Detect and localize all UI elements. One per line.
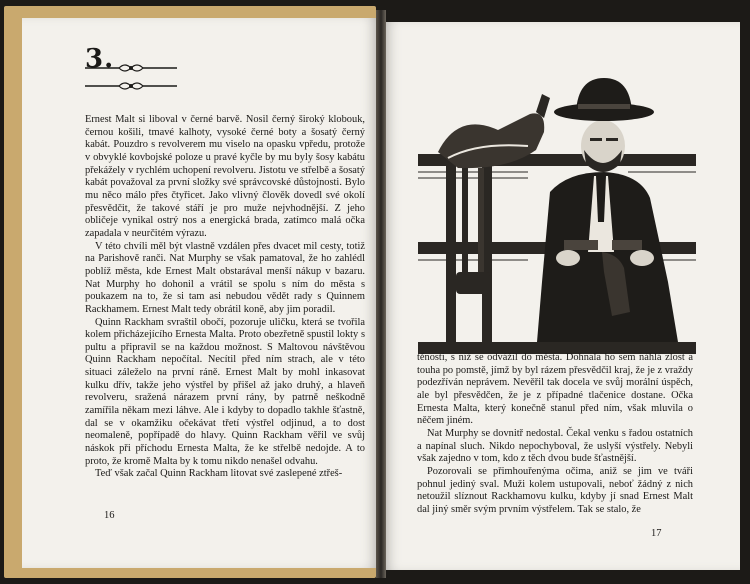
cowboy-with-saddle-illustration (418, 72, 696, 354)
paragraph: Teď však začal Quinn Rackham litovat své zaslepené ztřeš- (95, 468, 343, 480)
page-number-left: 16 (104, 510, 115, 521)
paragraph: Quinn Rackham svraštil obočí, pozoruje uličku, která se tvořila kolem přicházejícího Ernesta Malta. Proto obezřetně spustil lokty s pultu a připravil se na každou možnost. S Maltovou návštěvou Quinn Rackham nepočítal. Necítil před ním strach, ale v této situaci záleželo na první ráně. Ernest Malt by mohl inkasovat kulku dřív, takže jeho výstřel by přišel až jako druhý, a hlaveň revolveru, sražená nárazem první rány, by patrně neškodně zamířila někam mezi láhve. Ale i kdyby to dopadlo takhle šťastně, dal se v okamžiku očekávat třetí výstřel odjinud, a to dost neomaleně, popřípadě do hlavy. Quinn Rackham věřil ve svůj náskok při příchodu Ernesta Malta, že ke střelbě nedojde. A to proto, že kromě Malta by k tomu nikdo nenašel odvahu. (85, 316, 365, 467)
ornament-divider-icon (85, 80, 177, 92)
chapter-number: 3. (85, 44, 115, 74)
ornament-divider-icon (85, 62, 177, 74)
paragraph: těnosti, s níž se odvážil do města. Dohnala ho sem náhlá zlost a touha po pomstě, jímž by byl rázem přesvědčil kraj, že je z vraždy podezříván neprávem. Nevěřil tak docela ve svůj morální úspěch, ale byl přesvědčen, že je z případné tlačenice dostane. Očka Ernesta Malta, který konečně stanul před ním, však mluvila o něčem jiném. (417, 352, 693, 427)
book-gutter (376, 10, 386, 578)
paragraph: V této chvíli měl být vlastně vzdálen přes dvacet mil cesty, totiž na Parishově ranči. Nat Murphy se však pamatoval, že ho zahlédl poblíž města, kde Ernest Malt obstarával menší nákup v bazaru. Nat Murphy ho dohonil a vrátil se spolu s ním do města s poukazem na to, že si tam asi nebudou vědět rady s Quinnem Rackhamem. Ernest Malt tedy obrátil koně, aby jim poradil. (85, 240, 365, 315)
paragraph: Ernest Malt si liboval v černé barvě. Nosil černý široký klobouk, černou košili, tmavé kalhoty, vysoké černé boty a šosatý černý kabát. Pouzdro s revolverem mu viselo na opasku vpředu, protože v obvyklé kovbojské poloze u pravé kyčle by mu byly šosy kabátu překážely v rychlém uchopení revolveru. Jistotu ve střelbě a šosatý kabát považoval za první složky své správcovské důstojnosti. Bylo mu něco málo přes čtyřicet. Jako vlivný člověk dovedl své okolí přesvědčit, že takové stáří je pro muže nejvhodnější. Z jeho obličeje vynikal ostrý nos a energická brada, zatímco malá očka zapadala v neurčitém výrazu. (85, 114, 365, 239)
right-body-text (417, 352, 693, 517)
left-body-text (85, 114, 365, 481)
paragraph: Pozorovali se přimhouřenýma očima, aniž se jim ve tváři pohnul jediný sval. Muži kolem ustupovali, neboť žádný z nich netoužil slíznout Rackhamovu kulku, kdyby jí snad Ernest Malt dal jiný směr svým prvním výstřelem. Tak se stalo, že (417, 465, 693, 515)
paragraph: Nat Murphy se dovnitř nedostal. Čekal venku s řadou ostatních a napínal sluch. Nikdo nepochyboval, že uslyší výstřely. Nebyli však zajedno v tom, kdo z těch dvou bude šťastnější. (417, 427, 693, 465)
page-number-right: 17 (651, 528, 662, 539)
